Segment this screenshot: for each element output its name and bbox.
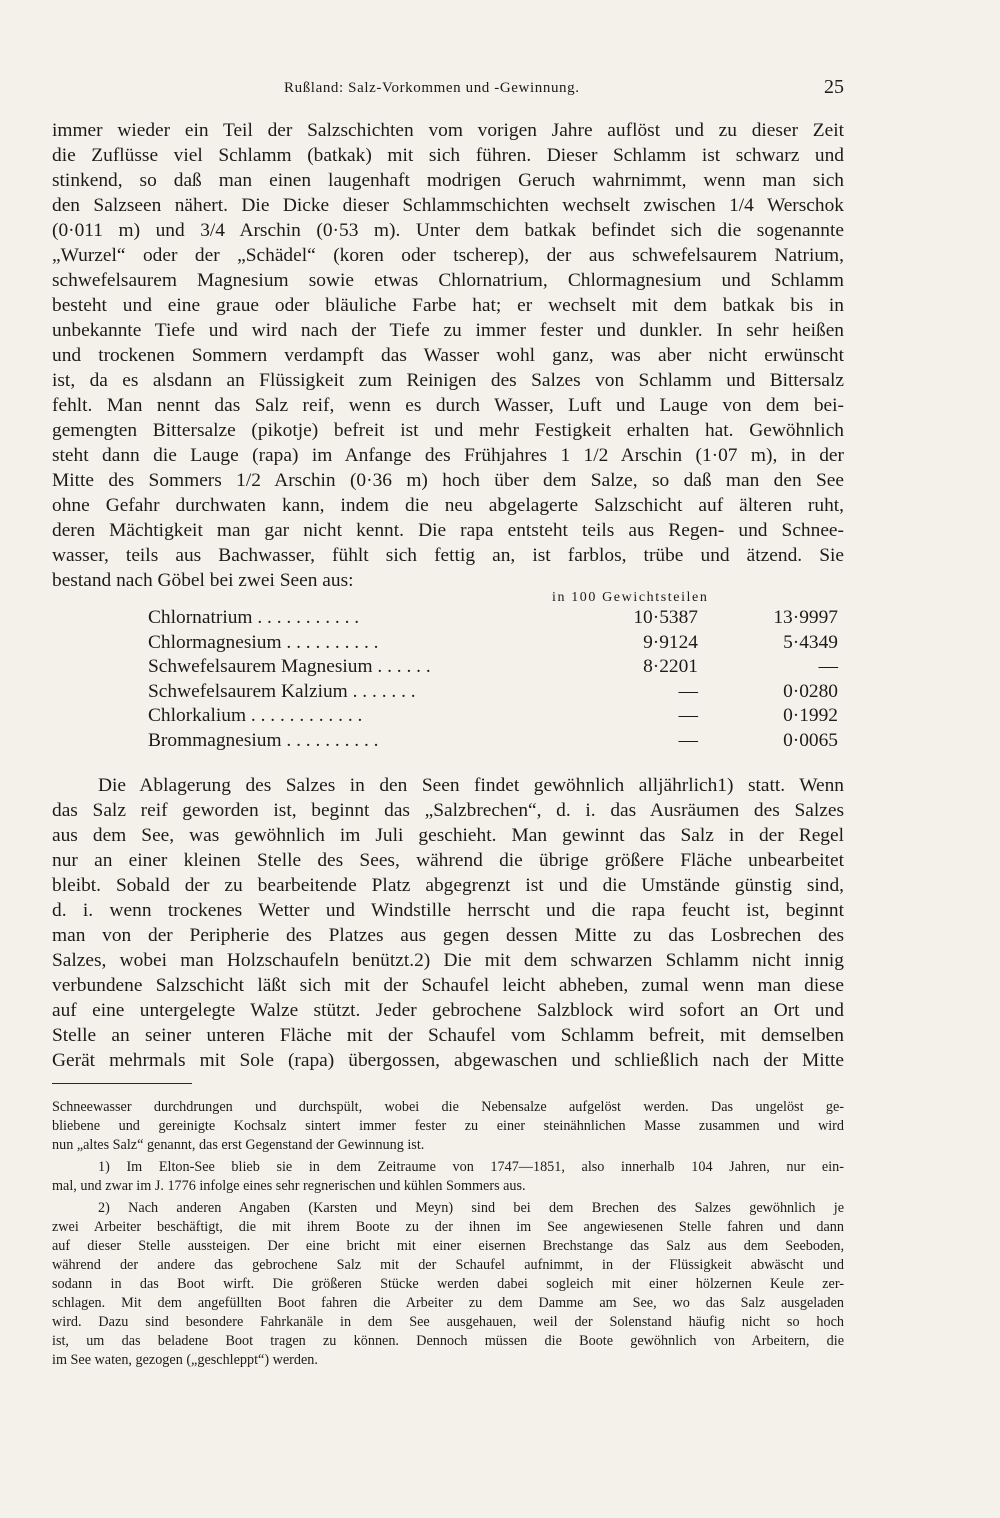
value-lake-1: — [678,729,698,751]
table-row [148,704,848,729]
footnote-2 [52,1199,844,1370]
value-lake-2: 0·0280 [783,680,838,702]
footnote-1-line: mal, und zwar im J. 1776 infolge eines sehr regnerischen und kühlen Sommers aus. [52,1178,526,1194]
table-row [148,606,848,631]
row-label: Chlorkalium . . . . . . . . . . . . [148,705,363,726]
footnote-continuation-line: Schneewasser durchdrungen und durchspült, wobei die Nebensalze aufgelöst werden. Das ungelöst ge- [52,1099,844,1115]
footnote-rule [52,1083,192,1084]
paragraph-2-line: bleibt. Sobald der zu bearbeitende Platz abgegrenzt ist und die Umstände günstig sind, [52,875,844,896]
row-label: Schwefelsaurem Magnesium . . . . . . [148,656,431,677]
paragraph-1-line: „Wurzel“ oder der „Schädel“ (koren oder tscherep), der aus schwefelsaurem Natrium, [52,245,844,266]
value-lake-1: — [678,680,698,702]
footnote-2-line: schlagen. Mit dem angefüllten Boot fahren die Arbeiter zu dem Damme am See, wo das Salz ausgeladen [52,1295,844,1311]
paragraph-1-line: besteht und eine graue oder bläuliche Farbe hat; er wechselt mit dem batkak bis in [52,295,844,316]
row-label: Chlornatrium . . . . . . . . . . . [148,607,360,628]
paragraph-1-line: (0·011 m) und 3/4 Arschin (0·53 m). Unter dem batkak befindet sich die sogenannte [52,220,844,241]
value-lake-2: 13·9997 [773,607,838,628]
footnote-1-line: 1) Im Elton-See blieb sie in dem Zeitraume von 1747—1851, also innerhalb 104 Jahren, nur ein- [98,1159,844,1175]
paragraph-2-line: d. i. wenn trockenes Wetter und Windstille herrscht und die rapa feucht ist, beginnt [52,900,844,921]
footnote-2-line: 2) Nach anderen Angaben (Karsten und Meyn) sind bei dem Brechen des Salzes gewöhnlich je [98,1200,844,1216]
row-label: Brommagnesium . . . . . . . . . . [148,729,379,751]
page-number: 25 [824,76,844,98]
paragraph-2-line: aus dem See, was gewöhnlich im Juli geschieht. Man gewinnt das Salz in der Regel [52,825,844,846]
footnote-2-line: während der andere das gebrochene Salz mit der Schaufel aufnimmt, in der Flüssigkeit abwäscht und [52,1257,844,1273]
paragraph-2 [52,773,844,1073]
paragraph-2-line: Salzes, wobei man Holzschaufeln benützt.2) Die mit dem schwarzen Schlamm nicht innig [52,950,844,971]
value-lake-1: 10·5387 [633,607,698,628]
footnote-continuation [52,1098,844,1155]
paragraph-1-line: gemengten Bittersalze (pikotje) befreit ist und mehr Festigkeit erhalten hat. Gewöhnlich [52,420,844,441]
paragraph-2-line: das Salz reif geworden ist, beginnt das „Salzbrechen“, d. i. das Ausräumen des Salzes [52,800,844,821]
table-row [148,631,848,656]
paragraph-2-line: Gerät mehrmals mit Sole (rapa) übergossen, abgewaschen und schließlich nach der Mitte [52,1050,844,1071]
table-row [148,680,848,705]
footnote-continuation-line: nun „altes Salz“ genannt, das erst Gegenstand der Gewinnung ist. [52,1137,425,1153]
paragraph-2-line: verbundene Salzschicht läßt sich mit der Schaufel leicht abheben, zumal wenn man diese [52,975,844,996]
value-lake-2: 0·1992 [783,705,838,726]
paragraph-2-line: Stelle an seiner unteren Fläche mit der Schaufel vom Schlamm befreit, mit demselben [52,1025,844,1046]
paragraph-1-line: wasser, teils aus Bachwasser, fühlt sich fettig an, ist farblos, trübe und ätzend. Sie [52,545,844,566]
paragraph-1-line: ohne Gefahr durchwaten kann, indem die neu abgelagerte Salzschicht auf älteren ruht, [52,495,844,516]
paragraph-1-line: bestand nach Göbel bei zwei Seen aus: [52,570,354,591]
paragraph-1-line: unbekannte Tiefe und wird nach der Tiefe zu immer fester und dunkler. In sehr heißen [52,320,844,341]
paragraph-1-line: die Zuflüsse viel Schlamm (batkak) mit sich führen. Dieser Schlamm ist schwarz und [52,145,844,166]
paragraph-1-line: immer wieder ein Teil der Salzschichten vom vorigen Jahre auflöst und zu dieser Zeit [52,120,844,141]
table-row [148,655,848,680]
paragraph-2-line: nur an einer kleinen Stelle des Sees, während die übrige größere Fläche unbearbeitet [52,850,844,871]
running-title: Rußland: Salz-Vorkommen und -Gewinnung. [284,80,580,96]
paragraph-1-line: schwefelsaurem Magnesium sowie etwas Chlornatrium, Chlormagnesium und Schlamm [52,270,844,291]
paragraph-1-line: den Salzseen nähert. Die Dicke dieser Schlammschichten wechselt zwischen 1/4 Werschok [52,195,844,216]
value-lake-1: 8·2201 [643,656,698,677]
value-lake-2: 5·4349 [783,631,838,653]
paragraph-2-line: auf eine untergelegte Walze stützt. Jeder gebrochene Salzblock wird sofort an Ort und [52,1000,844,1021]
value-lake-1: 9·9124 [643,631,698,653]
paragraph-1-line: und trockenen Sommern verdampft das Wasser wohl ganz, was aber nicht erwünscht [52,345,844,366]
paragraph-1-line: steht dann die Lauge (rapa) im Anfange des Frühjahres 1 1/2 Arschin (1·07 m), in der [52,445,844,466]
page-header [148,76,844,106]
value-lake-1: — [678,705,698,726]
footnote-2-line: ist, um das beladene Boot tragen zu können. Dennoch müssen die Boote gewöhnlich von Arbeitern, die [52,1333,844,1349]
footnote-2-line: auf dieser Stelle aussteigen. Der eine bricht mit einer eisernen Brechstange das Salz aus dem Seeboden, [52,1238,844,1254]
footnote-continuation-line: bliebene und gereinigte Kochsalz sintert immer fester zu einer steinähnlichen Masse zusammen und wird [52,1118,844,1134]
footnote-2-line: wird. Dazu sind besondere Fahrkanäle in dem See ausgehauen, weil der Solenstand häufig nicht so hoch [52,1314,844,1330]
row-label: Chlormagnesium . . . . . . . . . . [148,631,379,653]
paragraph-2-line: man von der Peripherie des Platzes aus gegen dessen Mitte zu das Losbrechen des [52,925,844,946]
paragraph-1-line: ist, da es alsdann an Flüssigkeit zum Reinigen des Salzes von Schlamm und Bittersalz [52,370,844,391]
value-lake-2: — [818,656,838,677]
row-label: Schwefelsaurem Kalzium . . . . . . . [148,680,416,702]
table-row [148,729,848,754]
paragraph-2-line: Die Ablagerung des Salzes in den Seen findet gewöhnlich alljährlich1) statt. Wenn [98,775,844,796]
footnote-2-line: sodann in das Boot wirft. Die größeren Stücke werden dabei sogleich mit einer hölzernen Keule zer- [52,1276,844,1292]
paragraph-1 [52,118,844,593]
paragraph-1-line: fehlt. Man nennt das Salz reif, wenn es durch Wasser, Luft und Lauge von dem bei- [52,395,844,416]
paragraph-1-line: stinkend, so daß man einen laugenhaft modrigen Geruch wahrnimmt, wenn man sich [52,170,844,191]
footnote-2-line: im See waten, gezogen („geschleppt“) werden. [52,1352,318,1368]
footnote-2-line: zwei Arbeiter beschäftigt, die mit ihrem Boote zu der ihnen im See angewiesenen Stelle fahren und dann [52,1219,844,1235]
table-header: in 100 Gewichtsteilen [552,590,709,605]
value-lake-2: 0·0065 [783,729,838,751]
footnote-1 [52,1158,844,1196]
paragraph-1-line: Mitte des Sommers 1/2 Arschin (0·36 m) hoch über dem Salze, so daß man den See [52,470,844,491]
paragraph-1-line: deren Mächtigkeit man gar nicht kennt. Die rapa entsteht teils aus Regen- und Schnee- [52,520,844,541]
footnotes [52,1098,844,1370]
composition-table [148,606,848,753]
